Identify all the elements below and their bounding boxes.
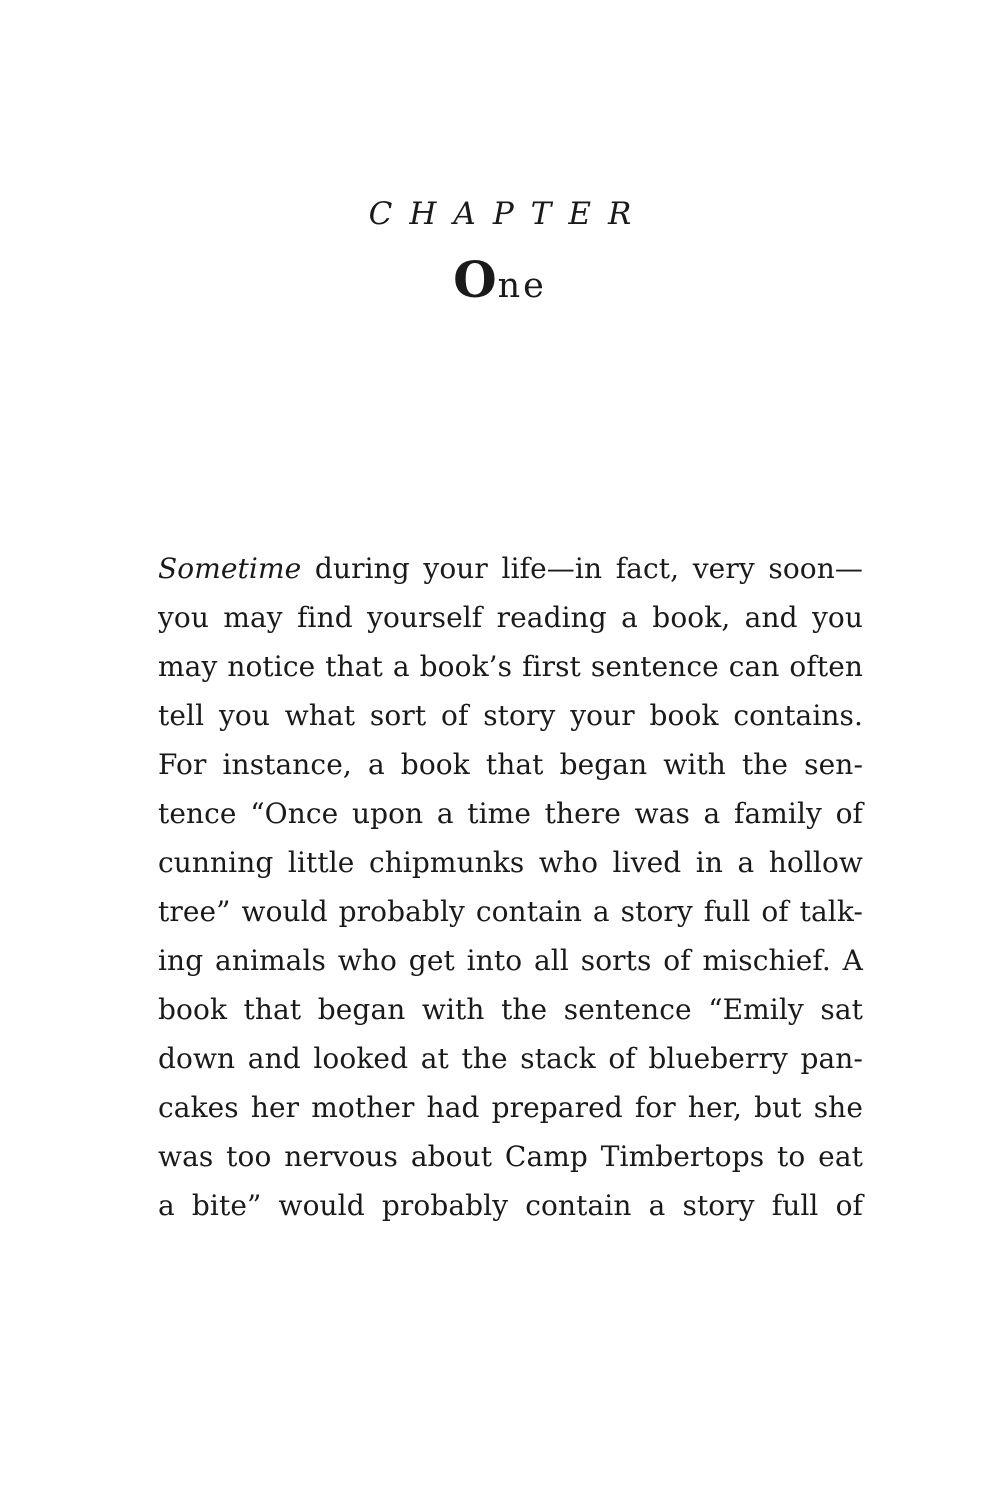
chapter-label: CHAPTER [368,196,649,232]
text-line: cakes her mother had prepared for her, but she [158,1091,863,1124]
text-line [158,544,863,593]
text-line: ing animals who get into all sorts of mischief. A [158,944,863,977]
chapter-number [0,250,1000,316]
chapter-number-initial: O [453,250,498,309]
text-line: book that began with the sentence “Emily sat [158,993,863,1026]
text-line: tell you what sort of story your book contains. [158,699,863,732]
text-line: you may find yourself reading a book, and you [158,601,863,634]
body-text [158,544,863,1230]
text-line: was too nervous about Camp Timbertops to eat [158,1140,863,1173]
text-line: down and looked at the stack of blueberry pan- [158,1042,863,1075]
lead-word: Sometime [158,552,302,585]
text-line: tree” would probably contain a story full of talk- [158,895,863,928]
text-line: tence “Once upon a time there was a family of [158,797,863,830]
chapter-number-rest: ne [497,266,547,306]
text-line-rest: during your life—in fact, very soon— [301,552,863,585]
text-line: may notice that a book’s first sentence can often [158,650,863,683]
text-line: a bite” would probably contain a story full of [158,1189,863,1222]
text-line: For instance, a book that began with the sen- [158,748,863,781]
text-line: cunning little chipmunks who lived in a hollow [158,846,863,879]
